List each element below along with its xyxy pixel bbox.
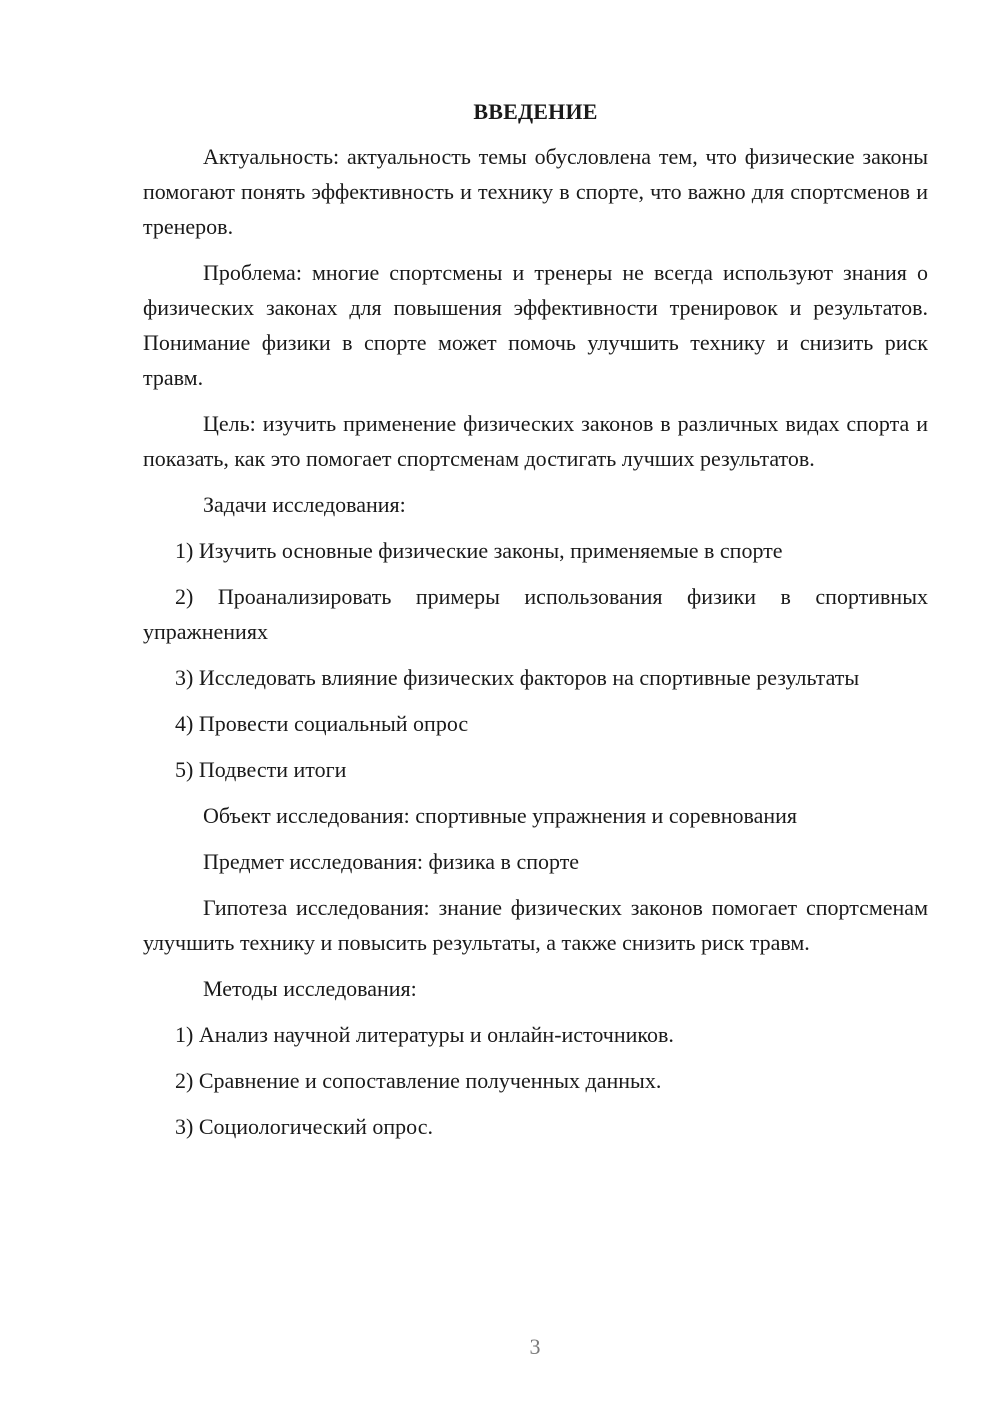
page-number: 3 [529, 1334, 541, 1359]
object-paragraph: Объект исследования: спортивные упражнения и соревнования [203, 803, 798, 828]
task-item-4: 4) Провести социальный опрос [175, 711, 469, 736]
method-item-1: 1) Анализ научной литературы и онлайн-источников. [175, 1022, 674, 1047]
goal-paragraph: Цель: изучить применение физических законов в различных видах спорта и показать, как это помогает спортсменам достигать лучших результатов. [143, 411, 928, 471]
method-item-2: 2) Сравнение и сопоставление полученных данных. [175, 1068, 662, 1093]
method-item-3: 3) Социологический опрос. [175, 1114, 433, 1139]
subject-paragraph: Предмет исследования: физика в спорте [203, 849, 580, 874]
task-item-3: 3) Исследовать влияние физических факторов на спортивные результаты [175, 665, 860, 690]
methods-heading: Методы исследования: [203, 976, 417, 1001]
task-item-5: 5) Подвести итоги [175, 757, 347, 782]
hypothesis-paragraph: Гипотеза исследования: знание физических законов помогает спортсменам улучшить технику и повысить результаты, а также снизить риск травм. [143, 895, 928, 955]
relevance-paragraph: Актуальность: актуальность темы обусловлена тем, что физические законы помогают понять эффективность и технику в спорте, что важно для спортсменов и тренеров. [143, 144, 928, 239]
page-content [143, 94, 928, 1155]
task-item-2: 2) Проанализировать примеры использования физики в спортивных упражнениях [143, 584, 928, 644]
section-title: ВВЕДЕНИЕ [473, 99, 598, 124]
tasks-heading: Задачи исследования: [203, 492, 406, 517]
problem-paragraph: Проблема: многие спортсмены и тренеры не всегда используют знания о физических законах для повышения эффективности тренировок и результатов. Понимание физики в спорте может помочь улучшить технику и снизить риск травм. [143, 260, 928, 390]
task-item-1: 1) Изучить основные физические законы, применяемые в спорте [175, 538, 783, 563]
